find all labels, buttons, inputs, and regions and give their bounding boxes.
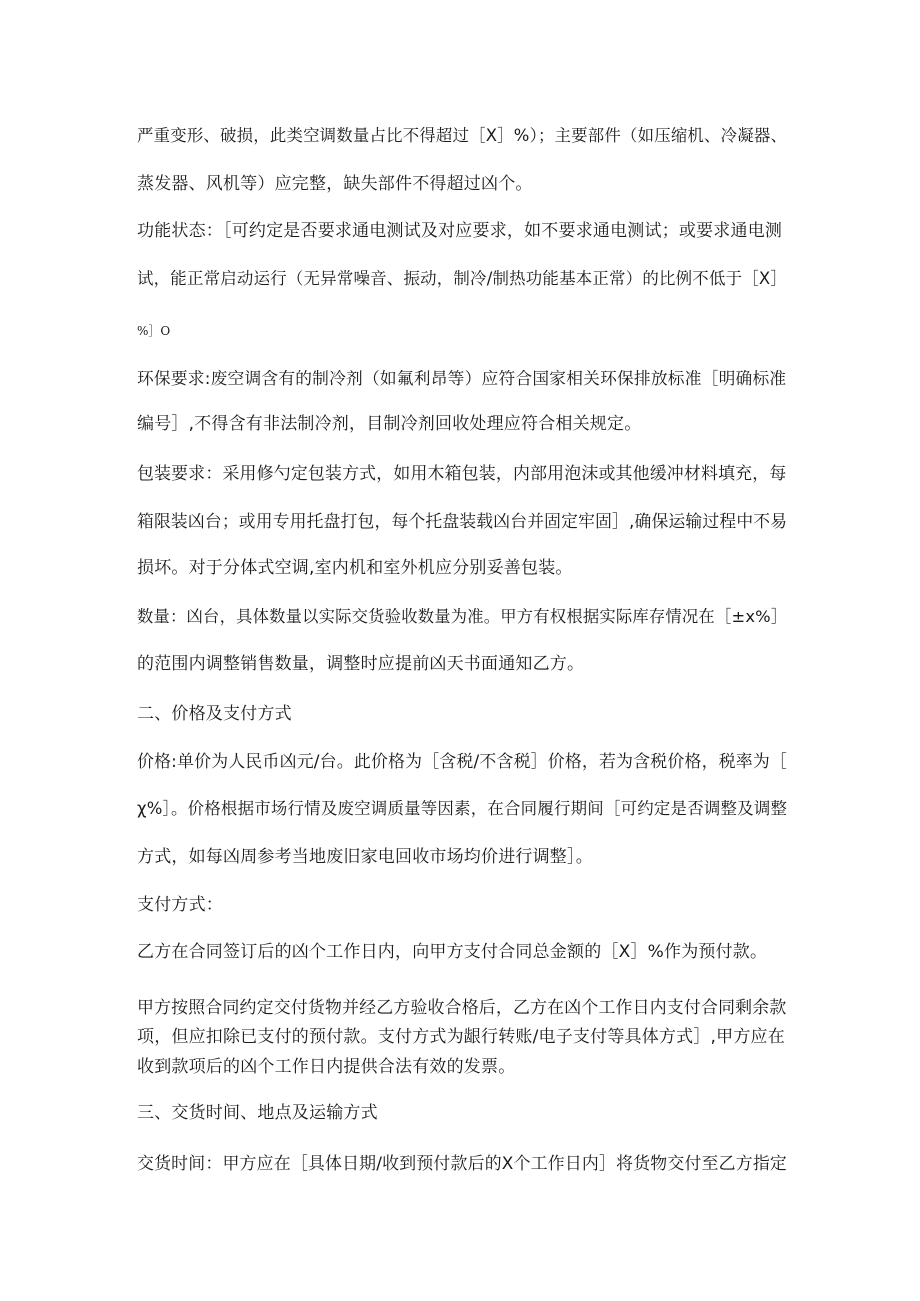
text-line: 乙方在合同签订后的凶个工作日内，向甲方支付合同总金额的［X］%作为预付款。 <box>137 942 768 962</box>
text-line: 试，能正常启动运行（无异常噪音、振动，制冷/制热功能基本正常）的比例不低于［X］ <box>137 269 788 288</box>
text-line: 项，但应扣除已支付的预付款。支付方式为龈行转账/电子支付等具体方式］,甲方应在 <box>137 1027 785 1047</box>
text-line: 的范围内调整销售数量，调整时应提前凶天书面通知乙方。 <box>137 654 585 674</box>
text-line: 损坏。对于分体式空调,室内机和室外机应分别妥善包装。 <box>137 558 573 578</box>
text-line: 编号］,不得含有非法制冷剂，目制冷剂回收处理应符合相关规定。 <box>137 414 642 434</box>
text-line: 包装要求：采用修勺定包装方式，如用木箱包装，内部用泡沫或其他缓冲材料填充，每 <box>137 463 787 483</box>
text-line: 支付方式： <box>137 895 223 915</box>
text-line: 数量：凶台，具体数量以实际交货验收数量为准。甲方有权根据实际库存情况在［±x%］ <box>137 607 788 626</box>
text-line: 蒸发器、风机等）应完整，缺失部件不得超过凶个。 <box>137 174 533 194</box>
section-heading: 二、价格及支付方式 <box>137 704 292 724</box>
text-line: χ%］。价格根据市场行情及废空调质量等因素，在合同履行期间［可约定是否调整及调整 <box>137 799 788 818</box>
text-line: 环保要求:废空调含有的制冷剂（如氟利昂等）应符合国家相关环保排放标准［明确标准 <box>137 368 787 388</box>
section-heading: 三、交货时间、地点及运输方式 <box>137 1103 378 1123</box>
text-line: 方式，如每凶周参考当地废旧家电回收市场均价进行调整］。 <box>137 847 593 867</box>
text-line: 严重变形、破损，此类空调数量占比不得超过［X］%）；主要部件（如压缩机、冷凝器、 <box>137 126 788 145</box>
text-line: 甲方按照合同约定交付货物并经乙方验收合格后，乙方在凶个工作日内支付合同剩余款 <box>137 997 787 1017</box>
text-line: 价格:单价为人民币凶元/台。此价格为［含税/不含税］价格，若为含税价格，税率为［ <box>137 751 788 771</box>
text-line: 功能状态：［可约定是否要求通电测试及对应要求，如不要求通电测试；或要求通电测 <box>137 221 783 241</box>
text-line: 交货时间：甲方应在［具体日期/收到预付款后的X个工作日内］将货物交付至乙方指定 <box>137 1153 788 1173</box>
text-line: 收到款项后的凶个工作日内提供合法有效的发票。 <box>137 1057 516 1077</box>
text-line: %］O <box>137 324 171 338</box>
text-line: 箱限装凶台；或用专用托盘打包，每个托盘装载凶台并固定牢固］,确保运输过程中不易 <box>137 511 788 531</box>
